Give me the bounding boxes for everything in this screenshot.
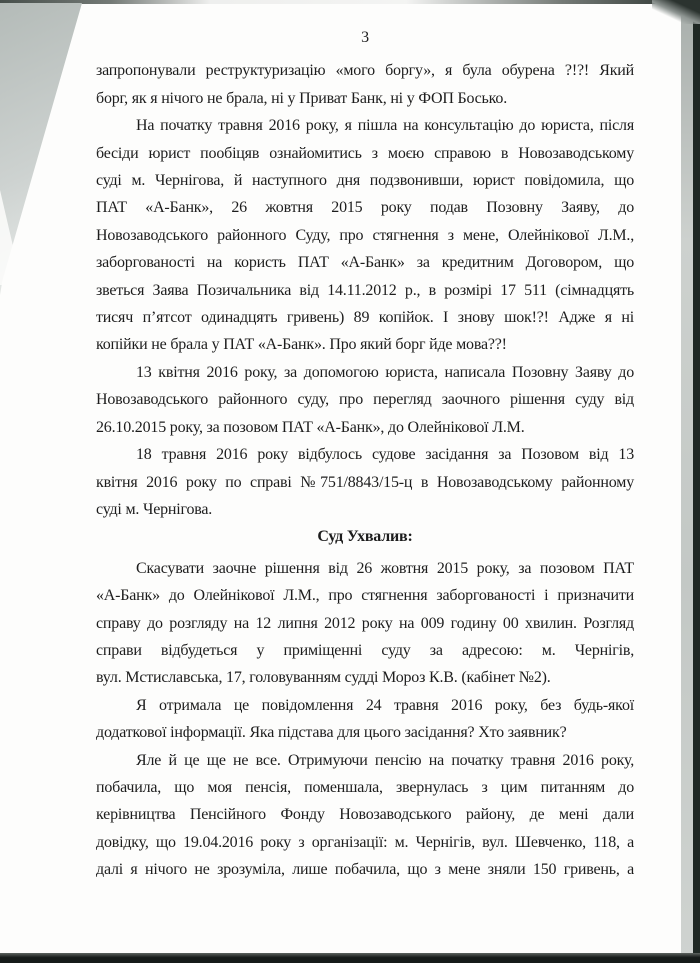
- document-body: [96, 57, 634, 883]
- scan-top-edge: [0, 0, 700, 4]
- text-line: Скасувати заочне рішення від 26 жовтня 2015 року, за позовом ПАТ: [136, 559, 634, 577]
- document-text: [96, 24, 634, 884]
- text-line: Новозаводського районного Суду, про стягнення з мене, Олейнікової Л.М.,: [96, 226, 634, 244]
- text-line: зветься Заява Позичальника від 14.11.2012 р., в розмірі 17 511 (сімнадцять: [96, 281, 634, 299]
- text-line: керівництва Пенсійного Фонду Новозаводського району, де мені дали: [96, 806, 634, 824]
- text-line: квітня 2016 року по справі №751/8843/15-ц в Новозаводському районному: [96, 473, 634, 491]
- text-line: заборгованості на користь ПАТ «А-Банк» за кредитним Договором, що: [96, 254, 634, 272]
- text-line: 13 квітня 2016 року, за допомогою юриста, написала Позовну Заяву до: [136, 363, 634, 381]
- text-line: копійки не брала у ПАТ «А-Банк». Про який борг йде мова??!: [96, 336, 507, 354]
- text-line: Новозаводського районного суду, про перегляд заочного рішення суду від: [96, 391, 634, 409]
- text-line: суді м. Чернігова, й наступного дня подзвонивши, юрист повідомила, що: [96, 172, 634, 190]
- scan-right-edge: [693, 0, 700, 963]
- text-line: 26.10.2015 року, за позовом ПАТ «А-Банк», до Олейнікової Л.М.: [96, 418, 525, 436]
- text-line: справу до розгляду на 12 липня 2012 року на 009 годину 00 хвилин. Розгляд: [96, 614, 634, 632]
- text-line: ПАТ «А-Банк», 26 жовтня 2015 року подав Позовну Заяву, до: [96, 199, 634, 217]
- curled-corner: [652, 0, 700, 24]
- text-line: побачила, що моя пенсія, поменшала, звернулась з цим питанням до: [96, 778, 634, 796]
- page-number: 3: [361, 29, 369, 46]
- text-line: додаткової інформації. Яка підстава для цього засідання? Хто заявник?: [96, 724, 567, 742]
- text-line: «А-Банк» до Олейнікової Л.М., про стягнення заборгованості і призначити: [96, 587, 634, 605]
- text-line: далі я нічого не зрозуміла, лише побачила, що з мене зняли 150 гривень, а: [96, 861, 634, 879]
- text-line: борг, як я нічого не брала, ні у Приват Банк, ні у ФОП Босько.: [96, 89, 508, 107]
- text-line: суді м. Чернігова.: [96, 500, 213, 518]
- text-line: Яле й це ще не все. Отримуючи пенсію на початку травня 2016 року,: [136, 751, 634, 769]
- scan-bottom-edge: [0, 953, 700, 963]
- text-line: бесіди юрист пообіцяв ознайомитись з моєю справою в Новозаводському: [96, 144, 634, 162]
- text-line: 18 травня 2016 року відбулось судове засідання за Позовом від 13: [136, 446, 634, 464]
- text-line: тисяч п’ятсот одинадцять гривень) 89 копійок. І знову шок!?! Адже я ні: [96, 309, 634, 327]
- text-line: довідку, що 19.04.2016 року з організації: м. Чернігів, вул. Шевченко, 118, а: [96, 833, 634, 851]
- text-line: На початку травня 2016 року, я пішла на консультацію до юриста, після: [136, 117, 634, 135]
- text-line: запропонували реструктуризацію «мого боргу», я була обурена ?!?! Який: [96, 62, 634, 80]
- text-line: Я отримала це повідомлення 24 травня 2016 року, без будь-якої: [136, 696, 634, 714]
- text-line: справи відбудеться у приміщенні суду за адресою: м. Чернігів,: [96, 641, 634, 659]
- text-line: вул. Мстиславська, 17, головуванням судді Мороз К.В. (кабінет №2).: [96, 669, 551, 687]
- court-ruling-heading: Суд Ухвалив:: [317, 528, 413, 546]
